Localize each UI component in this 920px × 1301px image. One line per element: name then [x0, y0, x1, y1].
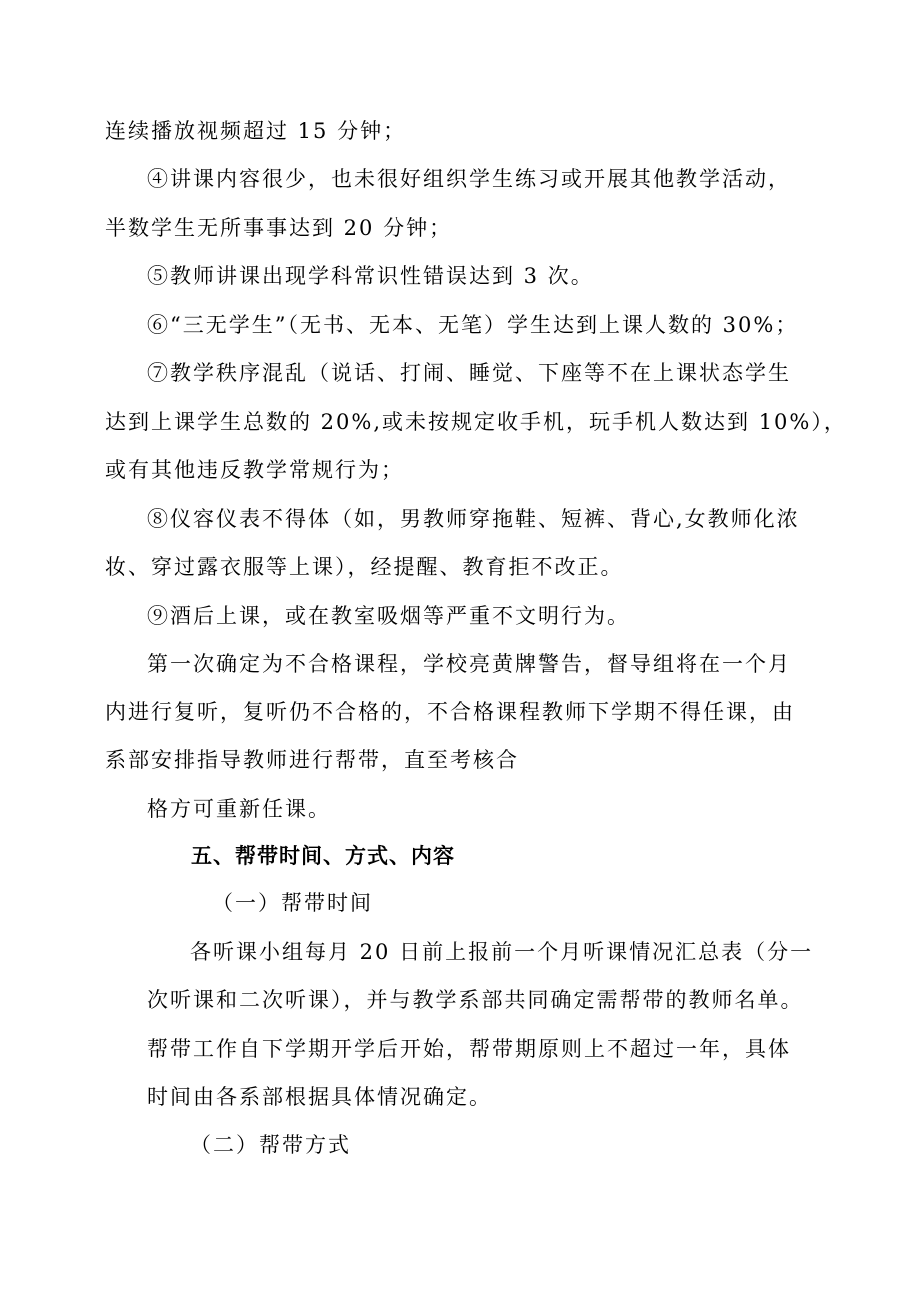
- paragraph-line: ④讲课内容很少，也未很好组织学生练习或开展其他教学活动，: [147, 167, 791, 191]
- paragraph-line: 第一次确定为不合格课程，学校亮黄牌警告，督导组将在一个月: [147, 652, 791, 676]
- paragraph-line: 半数学生无所事事达到 20 分钟；: [105, 216, 453, 240]
- paragraph-line: ⑦教学秩序混乱（说话、打闹、睡觉、下座等不在上课状态学生: [147, 361, 791, 385]
- paragraph-line: 系部安排指导教师进行帮带，直至考核合: [105, 748, 519, 772]
- paragraph-line: 连续播放视频超过 15 分钟；: [105, 119, 407, 143]
- paragraph-line: 帮带工作自下学期开学后开始，帮带期原则上不超过一年，具体: [147, 1037, 791, 1061]
- paragraph-line: 内进行复听，复听仍不合格的，不合格课程教师下学期不得任课，由: [105, 700, 795, 724]
- subsection-heading: （二）帮带方式: [190, 1133, 351, 1157]
- paragraph-line: 时间由各系部根据具体情况确定。: [147, 1085, 492, 1109]
- section-heading: 五、帮带时间、方式、内容: [191, 844, 455, 868]
- paragraph-line: ⑨酒后上课，或在教室吸烟等严重不文明行为。: [147, 604, 630, 628]
- paragraph-line: 各听课小组每月 20 日前上报前一个月听课情况汇总表（分一: [190, 940, 814, 964]
- paragraph-line: 妆、穿过露衣服等上课），经提醒、教育拒不改正。: [105, 555, 624, 579]
- subsection-heading: （一）帮带时间: [212, 891, 373, 915]
- paragraph-line: 次听课和二次听课），并与教学系部共同确定需帮带的教师名单。: [147, 988, 804, 1012]
- paragraph-line: ⑥“三无学生”（无书、无本、无笔）学生达到上课人数的 30%；: [147, 313, 799, 337]
- paragraph-line: ⑤教师讲课出现学科常识性错误达到 3 次。: [147, 264, 594, 288]
- paragraph-line: 格方可重新任课。: [147, 797, 331, 821]
- paragraph-line: ⑧仪容仪表不得体（如，男教师穿拖鞋、短裤、背心,女教师化浓: [147, 507, 800, 531]
- paragraph-line: 达到上课学生总数的 20%,或未按规定收手机，玩手机人数达到 10%），: [105, 410, 847, 434]
- paragraph-line: 或有其他违反教学常规行为；: [105, 458, 404, 482]
